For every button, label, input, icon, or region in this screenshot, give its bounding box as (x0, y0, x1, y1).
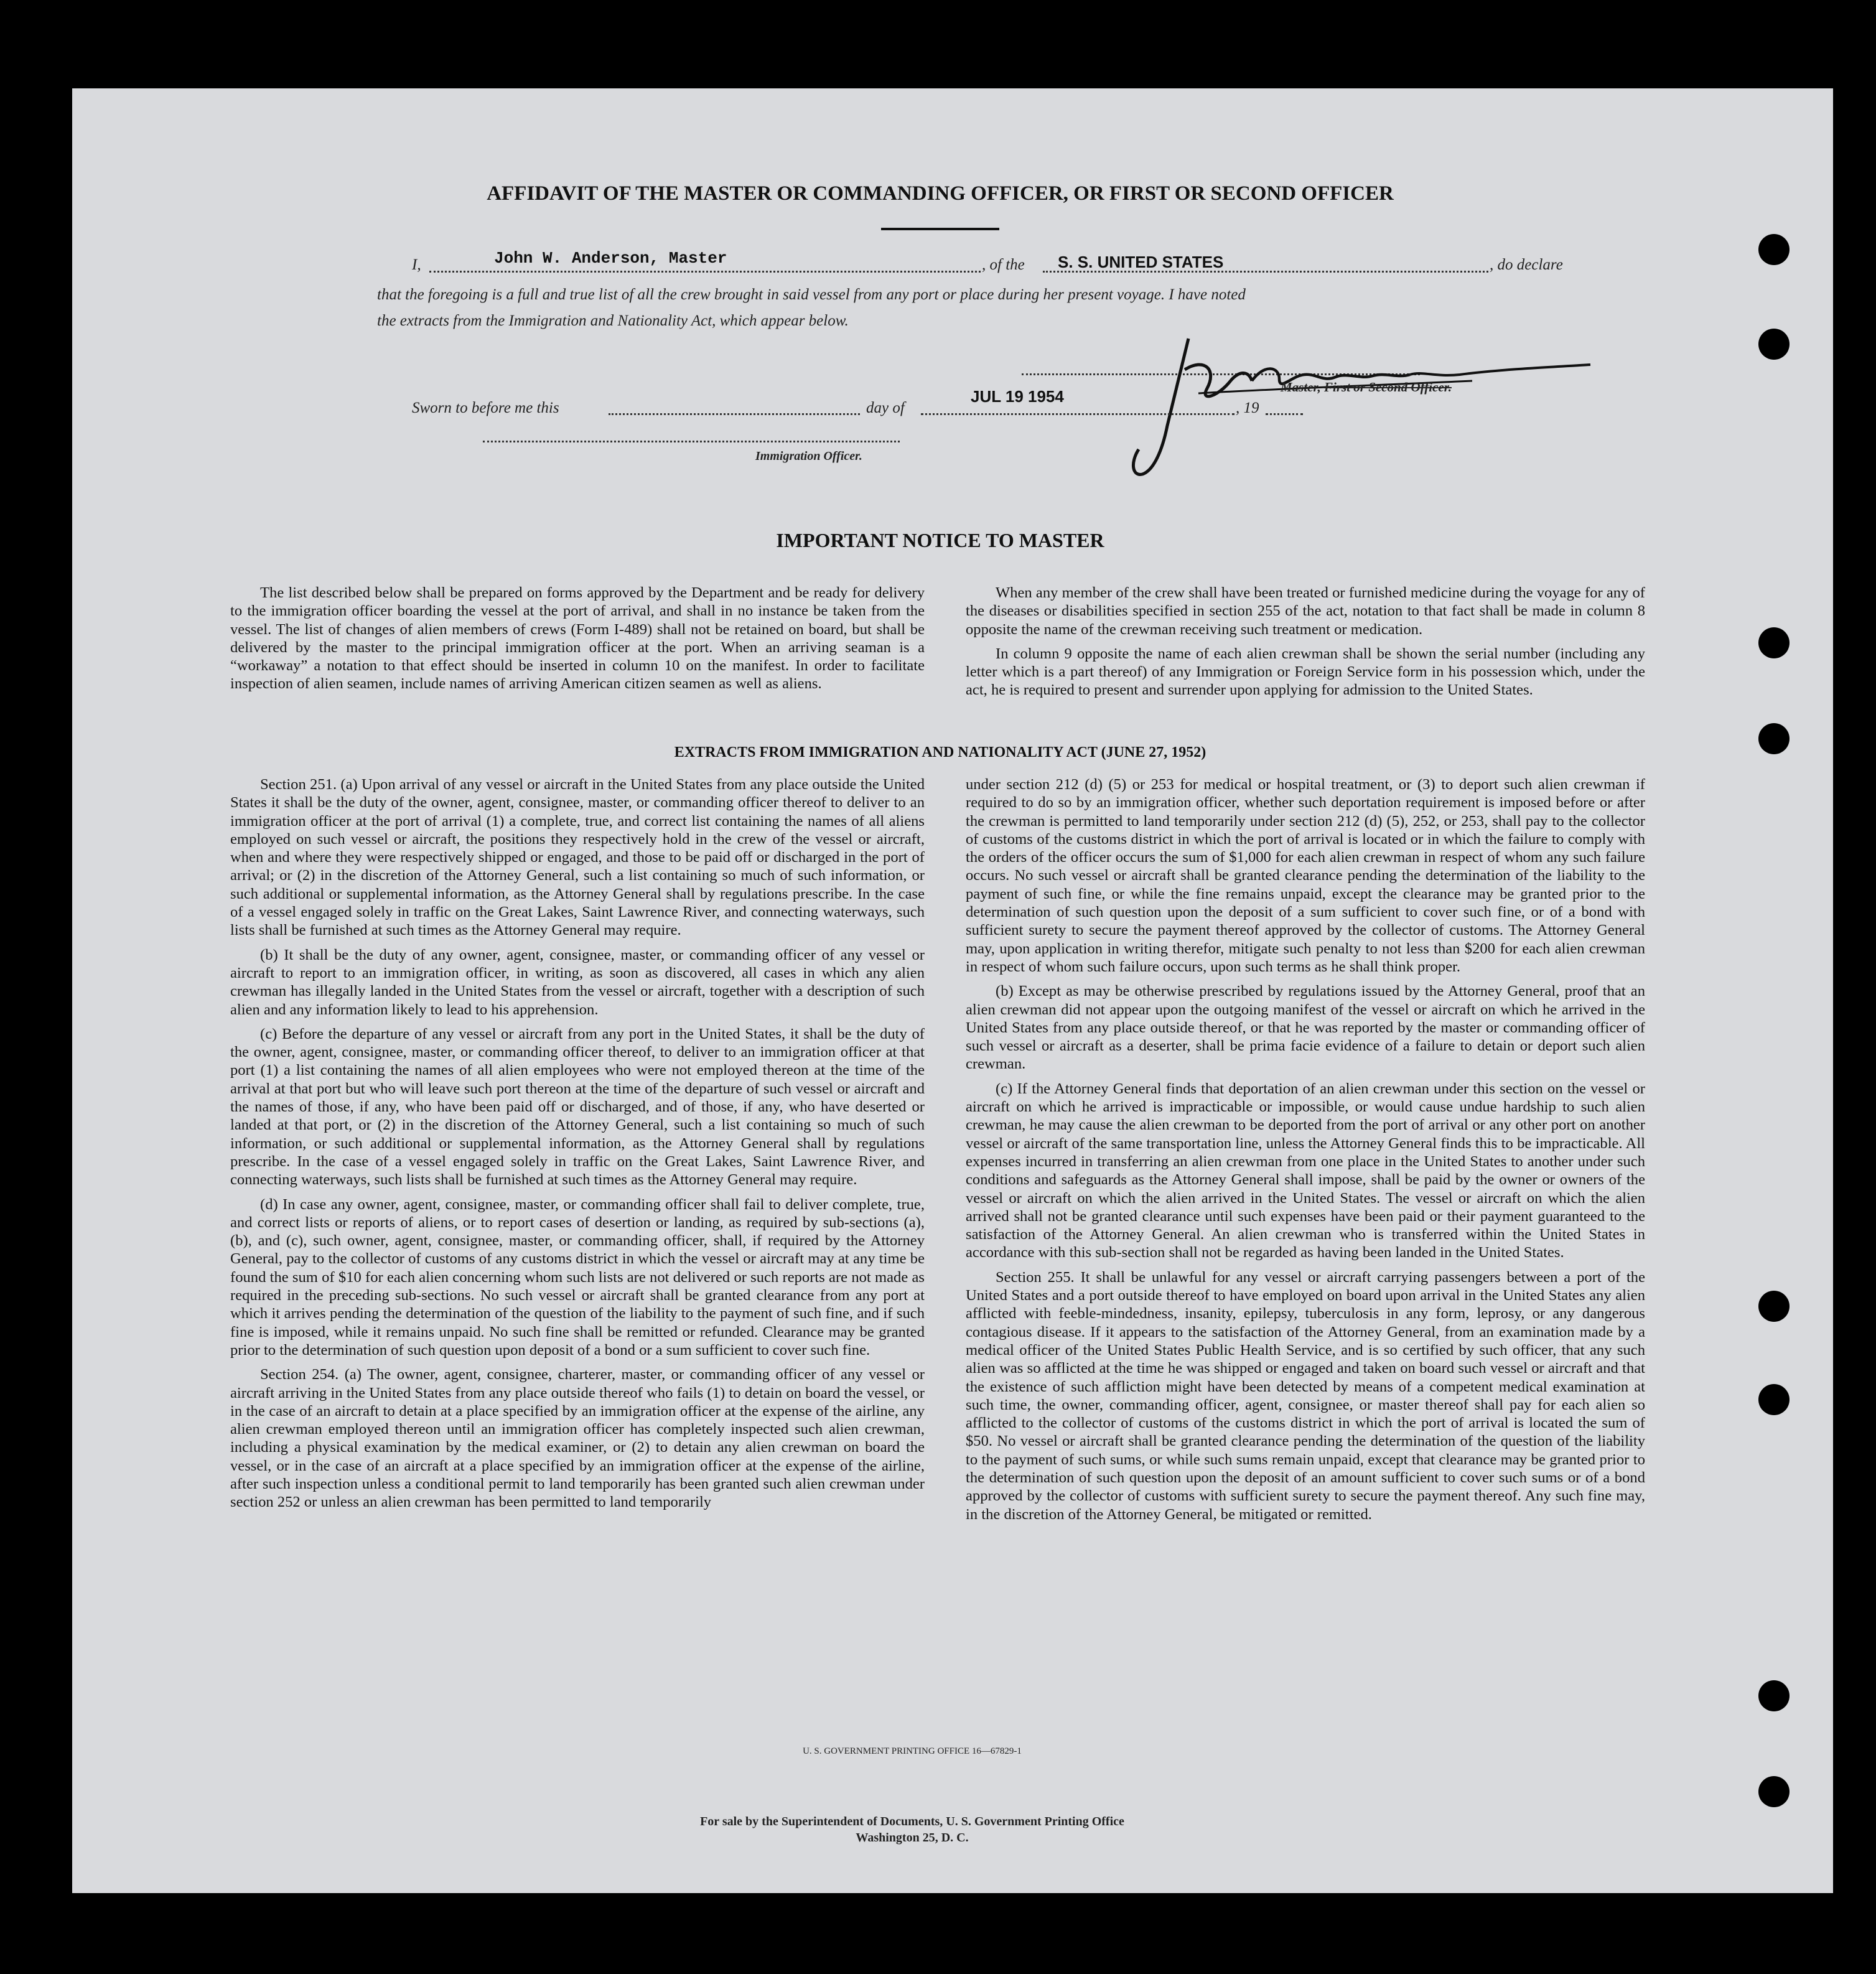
punch-hole (1758, 1680, 1790, 1711)
section-254-c: (c) If the Attorney General finds that deportation of an alien crewman under this section on the vessel or aircraft on which he arrived is impracticable or impossible, or would cause undue hardship to such alien crewman, he may cause the alien crewman to be deported from the port of arrival or any other port on another vessel or aircraft of the same transportation line, unless the Attorney General finds this to be impracticable. All expenses incurred in transferring an alien crewman from one place in the United States to another under such conditions and safeguards as the Attorney General shall impose, shall be paid by the owner or owners of the vessel or aircraft on which the alien arrived in the United States. The vessel or aircraft on which the alien arrived shall not be granted clearance until such expenses have been paid or their payment guaranteed to the satisfaction of the Attorney General. An alien crewman who is transferred within the United States in accordance with this sub-section shall not be regarded as having been landed in the United States. (966, 1080, 1645, 1261)
sale-line-2: Washington 25, D. C. (856, 1831, 969, 1845)
date-stamp: JUL 19 1954 (971, 387, 1064, 406)
notice-right-paragraph-2: In column 9 opposite the name of each alien crewman shall be shown the serial number (including any letter which is a part thereof) of any Immigration or Foreign Service form in his possession which, under the act, he is required to present and surrender upon applying for admission to the United States. (966, 645, 1645, 699)
i-label: I, (412, 256, 421, 273)
day-of-label: day of (866, 400, 905, 416)
vessel-name-value[interactable]: S. S. UNITED STATES (1058, 253, 1224, 271)
punch-hole (1758, 723, 1790, 754)
officer-signature-line (483, 441, 900, 442)
sworn-label: Sworn to before me this (412, 400, 559, 416)
section-251-b: (b) It shall be the duty of any owner, agent, consignee, master, or commanding officer of any vessel or aircraft to report to an immigration officer, in writing, as soon as discovered, all cases in which any alien crewman has illegally landed in the United States from the vessel or aircraft, together with a description of such alien and any information likely to lead to his apprehension. (230, 946, 925, 1018)
printer-line: U. S. GOVERNMENT PRINTING OFFICE 16—67829-1 (803, 1746, 1022, 1756)
notice-left-column (230, 584, 925, 699)
name-field-line (429, 271, 981, 273)
punch-hole (1758, 1384, 1790, 1415)
signer-caption-master: Master, (1281, 380, 1321, 395)
affidavit-form-page (72, 88, 1833, 1893)
officer-caption: Immigration Officer. (755, 449, 862, 463)
signer-caption-struck: First or Second Officer. (1324, 380, 1452, 395)
extracts-left-column (230, 775, 925, 1518)
punch-hole (1758, 234, 1790, 265)
punch-hole (1758, 1291, 1790, 1322)
section-251-a: Section 251. (a) Upon arrival of any vessel or aircraft in the United States from any place outside the United States it shall be the duty of the owner, agent, consignee, master, or commanding officer thereof to deliver to an immigration officer at the port of arrival (1) a complete, true, and correct list containing the names of all aliens employed on such vessel or aircraft, the positions they respectively hold in the crew of the vessel or aircraft, when and where they were respectively shipped or engaged, and those to be paid off or discharged in the port of arrival; or (2) in the discretion of the Attorney General, such a list containing so much of such information, or such additional or supplemental information, as the Attorney General shall by regulations prescribe. In the case of a vessel engaged solely in traffic on the Great Lakes, Saint Lawrence River, and connecting waterways, such lists shall be furnished at such times as the Attorney General may require. (230, 776, 925, 939)
do-declare-label: , do declare (1490, 256, 1563, 273)
sworn-month-line (921, 413, 1234, 415)
declaration-line-2: the extracts from the Immigration and Nationality Act, which appear below. (377, 312, 849, 329)
punch-hole (1758, 329, 1790, 360)
title-divider (881, 228, 999, 230)
section-254-a: Section 254. (a) The owner, agent, consignee, charterer, master, or commanding officer of any vessel or aircraft arriving in the United States from any place outside thereof who fails (1) to detain on board the vessel, or in the case of an aircraft to detain at a place specified by an immigration officer at the expense of the airline, any alien crewman employed thereon until an immigration officer has completely inspected such alien crewman, including a physical examination by the medical examiner, or (2) to detain any alien crewman on board the vessel, or in the case of an aircraft at a place specified by an immigration officer at the expense of the airline, after such inspection unless a conditional permit to land temporarily has been granted such alien crewman under section 252 or unless an alien crewman has been permitted to land temporarily (230, 1366, 925, 1511)
sworn-day-line (609, 413, 860, 415)
notice-title: IMPORTANT NOTICE TO MASTER (776, 529, 1104, 551)
punch-hole (1758, 1776, 1790, 1807)
section-251-d: (d) In case any owner, agent, consignee, master, or commanding officer shall fail to deliver complete, true, and correct lists or reports of aliens, or to report cases of desertion or landing, as required by sub-sections (a), (b), and (c), such owner, agent, consignee, master, or commanding officer, shall, if required by the Attorney General, pay to the collector of customs of any customs district in which the vessel or aircraft may at any time be found the sum of $10 for each alien concerning whom such lists are not delivered or such reports are not made as required in the preceding sub-sections. No such vessel or aircraft shall be granted clearance from any port at which it arrives pending the determination of the question of the liability to the payment of such fine, and if such fine is imposed, while it remains unpaid. No such fine shall be remitted or refunded. Clearance may be granted prior to the determination of such question upon deposit of a bond or a sum sufficient to cover such fine. (230, 1195, 925, 1359)
section-255: Section 255. It shall be unlawful for any vessel or aircraft carrying passengers between a port of the United States and a port outside thereof to have employed on board upon arrival in the United States any alien afflicted with feeble-mindedness, insanity, epilepsy, tuberculosis in any form, leprosy, or any dangerous contagious disease. If it appears to the satisfaction of the Attorney General, from an examination made by a medical officer of the United States Public Health Service, and is so certified by such officer, that any such alien was so afflicted at the time he was shipped or engaged and taken on board such vessel or aircraft and that the existence of such affliction might have been detected by means of a competent medical examination at such time, the owner, commanding officer, agent, consignee, or master thereof shall pay for each alien so afflicted to the collector of customs of the customs district in which the port of arrival is located the sum of $50. No vessel or aircraft shall be granted clearance pending the determination of the question of the liability to the payment of such sums, or while such sums remain unpaid, except that clearance may be granted prior to the determination of such question upon the deposit of an amount sufficient to cover such sums or of a bond approved by the collector of customs with sufficient surety to secure the payment thereof. Any such fine may, in the discretion of the Attorney General, be mitigated or remitted. (966, 1268, 1645, 1523)
notice-right-paragraph-1: When any member of the crew shall have been treated or furnished medicine during the voyage for any of the diseases or disabilities specified in section 255 of the act, notation to that fact shall be made in column 8 opposite the name of the crewman receiving such treatment or medication. (966, 584, 1645, 638)
punch-hole (1758, 627, 1790, 658)
affidavit-title: AFFIDAVIT OF THE MASTER OR COMMANDING OFFICER, OR FIRST OR SECOND OFFICER (487, 182, 1394, 205)
year-label: , 19 (1236, 400, 1259, 416)
section-251-c: (c) Before the departure of any vessel or aircraft from any port in the United States, it shall be the duty of the owner, agent, consignee, master, or commanding officer thereof, to deliver to an immigration officer at that port (1) a list containing the names of all alien employees who were not employed thereon at the time of the arrival at that port but who will leave such port thereon at the time of the departure of such vessel or aircraft and the names of those, if any, who have been paid off or discharged, and of those, if any, who have deserted or landed at that port, or (2) in the discretion of the Attorney General, such a list containing so much of such information, or such additional or supplemental information, as the Attorney General shall by regulations prescribe. In the case of a vessel engaged solely in traffic on the Great Lakes, Saint Lawrence River, and connecting waterways, such lists shall be furnished at such times as the Attorney General may require. (230, 1025, 925, 1189)
sale-line-1: For sale by the Superintendent of Documents, U. S. Government Printing Office (700, 1815, 1124, 1828)
extracts-title: EXTRACTS FROM IMMIGRATION AND NATIONALITY ACT (JUNE 27, 1952) (674, 744, 1206, 760)
handwritten-signature (1124, 332, 1659, 482)
master-name-value[interactable]: John W. Anderson, Master (494, 249, 727, 268)
section-254-a-continued: under section 212 (d) (5) or 253 for medical or hospital treatment, or (3) to deport such alien crewman if required to do so by an immigration officer, whether such deportation requirement is imposed before or after the crewman is permitted to land temporarily under section 212 (d) (5), 252, or 253, shall pay to the collector of customs of the customs district in which the port of arrival is located or in which the failure to comply with the orders of the officer occurs the sum of $1,000 for each alien crewman in respect of whom any such failure occurs. No such vessel or aircraft shall be granted clearance pending the determination of the liability to the payment of such fine, or while the fine remains unpaid, except the clearance may be granted prior to the determination of such question upon the deposit of a sum sufficient to cover such fine, or of a bond with sufficient surety to secure the payment thereof approved by the collector of customs. The Attorney General may, upon application in writing therefor, mitigate such penalty to not less than $200 for each alien crewman in respect of whom such failure occurs, upon such terms as he shall think proper. (966, 776, 1645, 975)
notice-right-column (966, 584, 1645, 706)
year-line (1266, 413, 1303, 415)
extracts-right-column (966, 775, 1645, 1530)
notice-left-paragraph: The list described below shall be prepared on forms approved by the Department and be ready for delivery to the immigration officer boarding the vessel at the port of arrival, and shall in no instance be taken from the vessel. The list of changes of alien members of crews (Form I-489) shall not be retained on board, but shall be delivered by the master to the principal immigration officer at the port. When an arriving seaman is a “workaway” a notation to that effect should be inserted in column 10 on the manifest. In order to facilitate inspection of alien seamen, include names of arriving American citizen seamen as well as aliens. (230, 584, 925, 693)
of-the-label: , of the (982, 256, 1025, 273)
declaration-line-1: that the foregoing is a full and true list of all the crew brought in said vessel from any port or place during her present voyage. I have noted (377, 286, 1246, 303)
section-254-b: (b) Except as may be otherwise prescribed by regulations issued by the Attorney General, proof that an alien crewman did not appear upon the outgoing manifest of the vessel or aircraft on which he arrived in the United States from any place outside thereof, or that he was reported by the master or commanding officer of such vessel or aircraft as a deserter, shall be prima facie evidence of a failure to detain or deport such alien crewman. (966, 983, 1645, 1073)
signer-caption (1281, 380, 1452, 395)
